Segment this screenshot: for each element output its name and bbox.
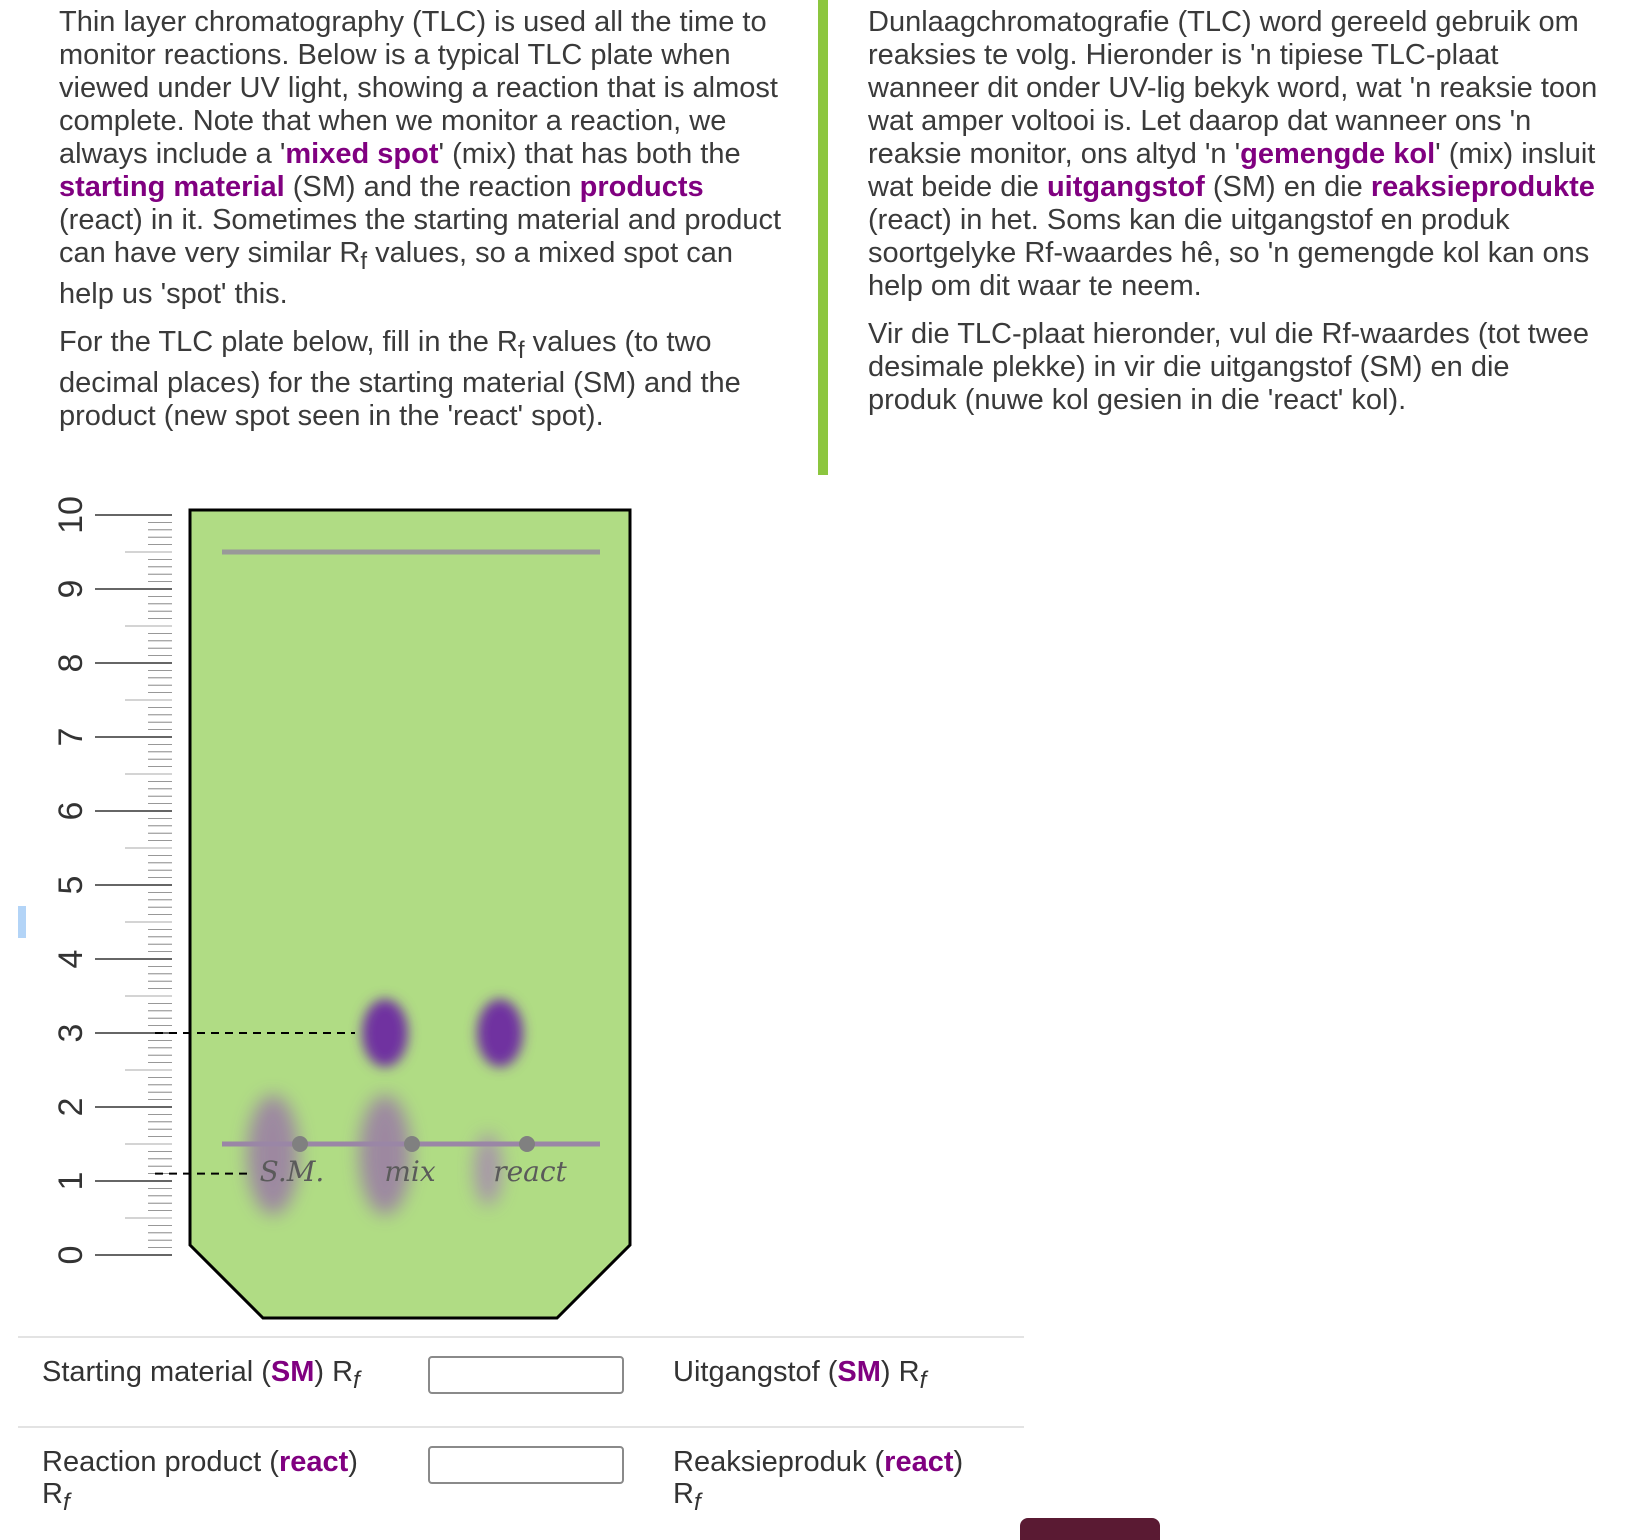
check-button[interactable]	[1020, 1518, 1160, 1540]
lane-labels	[260, 1136, 568, 1188]
text-run: (react) in het. Soms kan die uitgangstof en produk soortgelyke Rf-waardes hê, so 'n gemengde kol kan ons help om dit waar te neem.	[868, 204, 1590, 302]
ruler-label: 0	[52, 1245, 90, 1265]
text-run: (SM) en die	[1204, 171, 1371, 203]
sm-rf-input[interactable]	[428, 1356, 624, 1394]
ruler-label: 8	[52, 653, 90, 673]
highlight-term: products	[579, 171, 704, 203]
origin-dot	[519, 1136, 535, 1152]
ruler-label: 1	[52, 1171, 90, 1191]
intro-paragraph-1	[59, 6, 789, 311]
text-run: Vir die TLC-plaat hieronder, vul die Rf-waardes (tot twee desimale plekke) in vir die uitgangstof (SM) en die produk (nuwe kol gesien in die 'react' kol).	[868, 318, 1590, 416]
origin-dot	[292, 1136, 308, 1152]
text-run: Thin layer chromatography (TLC) is used all the time to monitor reactions. Below is a typical TLC plate when viewed under UV light, showing a reaction that is almost complete. Note that when we monitor a reaction, we always include a '	[59, 6, 778, 170]
ruler-label: 2	[52, 1097, 90, 1117]
ruler-label: 10	[52, 496, 90, 534]
text-run: (SM) and the reaction	[284, 171, 580, 203]
tlc-spot	[477, 999, 523, 1067]
react-rf-input[interactable]	[428, 1446, 624, 1484]
subscript: f	[360, 247, 368, 275]
ruler-label: 5	[52, 875, 90, 895]
intro-paragraph-2	[59, 326, 789, 433]
text-run: values, so a mixed spot can help us 'spot' this.	[59, 237, 734, 310]
ruler	[52, 496, 172, 1264]
lane-label: mix	[384, 1155, 436, 1188]
text-run: (react) in it. Sometimes the starting material and product can have very similar R	[59, 204, 782, 269]
ruler-label: 3	[52, 1023, 90, 1043]
form-divider	[18, 1426, 1024, 1428]
tlc-spot	[362, 999, 408, 1067]
intro-paragraph-1	[868, 6, 1598, 303]
origin-dot	[404, 1136, 420, 1152]
highlight-term: uitgangstof	[1046, 171, 1205, 203]
sm-rf-label-en: Starting material (SM) $R_f$	[42, 1356, 360, 1394]
text-run: For the TLC plate below, fill in the R	[59, 325, 518, 358]
intro-afrikaans	[868, 6, 1598, 432]
highlight-term: mixed spot	[285, 138, 439, 170]
ruler-label: 9	[52, 579, 90, 599]
ruler-label: 7	[52, 727, 90, 747]
form-divider	[18, 1336, 1024, 1338]
highlight-term: starting material	[59, 171, 285, 203]
text-run: ' (mix) that has both the	[438, 138, 741, 170]
subscript: f	[517, 336, 525, 364]
sm-rf-label-af: Uitgangstof (SM) $R_f$	[673, 1356, 927, 1394]
text-run: Dunlaagchromatografie (TLC) word gereeld gebruik om reaksies te volg. Hieronder is 'n tipiese TLC-plaat wanneer dit onder UV-lig bekyk word, wat 'n reaksie toon wat amper voltooi is. Let daarop dat wanneer ons 'n reaksie monitor, ons altyd 'n '	[868, 6, 1598, 170]
intro-paragraph-2	[868, 318, 1598, 417]
react-rf-label-af: Reaksieproduk (react) $R_f$	[673, 1446, 964, 1516]
lane-label: S.M.	[259, 1155, 325, 1188]
intro-english	[59, 6, 789, 448]
text-run: ' (mix) insluit wat beide die	[868, 138, 1596, 203]
ruler-label: 4	[52, 949, 90, 969]
column-divider	[818, 0, 828, 475]
text-run: values (to two decimal places) for the starting material (SM) and the product (new spot seen in the 'react' spot).	[59, 325, 741, 432]
highlight-term: gemengde kol	[1240, 138, 1436, 170]
tlc-figure	[0, 480, 700, 1325]
ruler-label: 6	[52, 801, 90, 821]
react-rf-label-en: Reaction product (react) $R_f$	[42, 1446, 358, 1516]
lane-label: react	[493, 1155, 567, 1188]
highlight-term: reaksieprodukte	[1370, 171, 1595, 203]
